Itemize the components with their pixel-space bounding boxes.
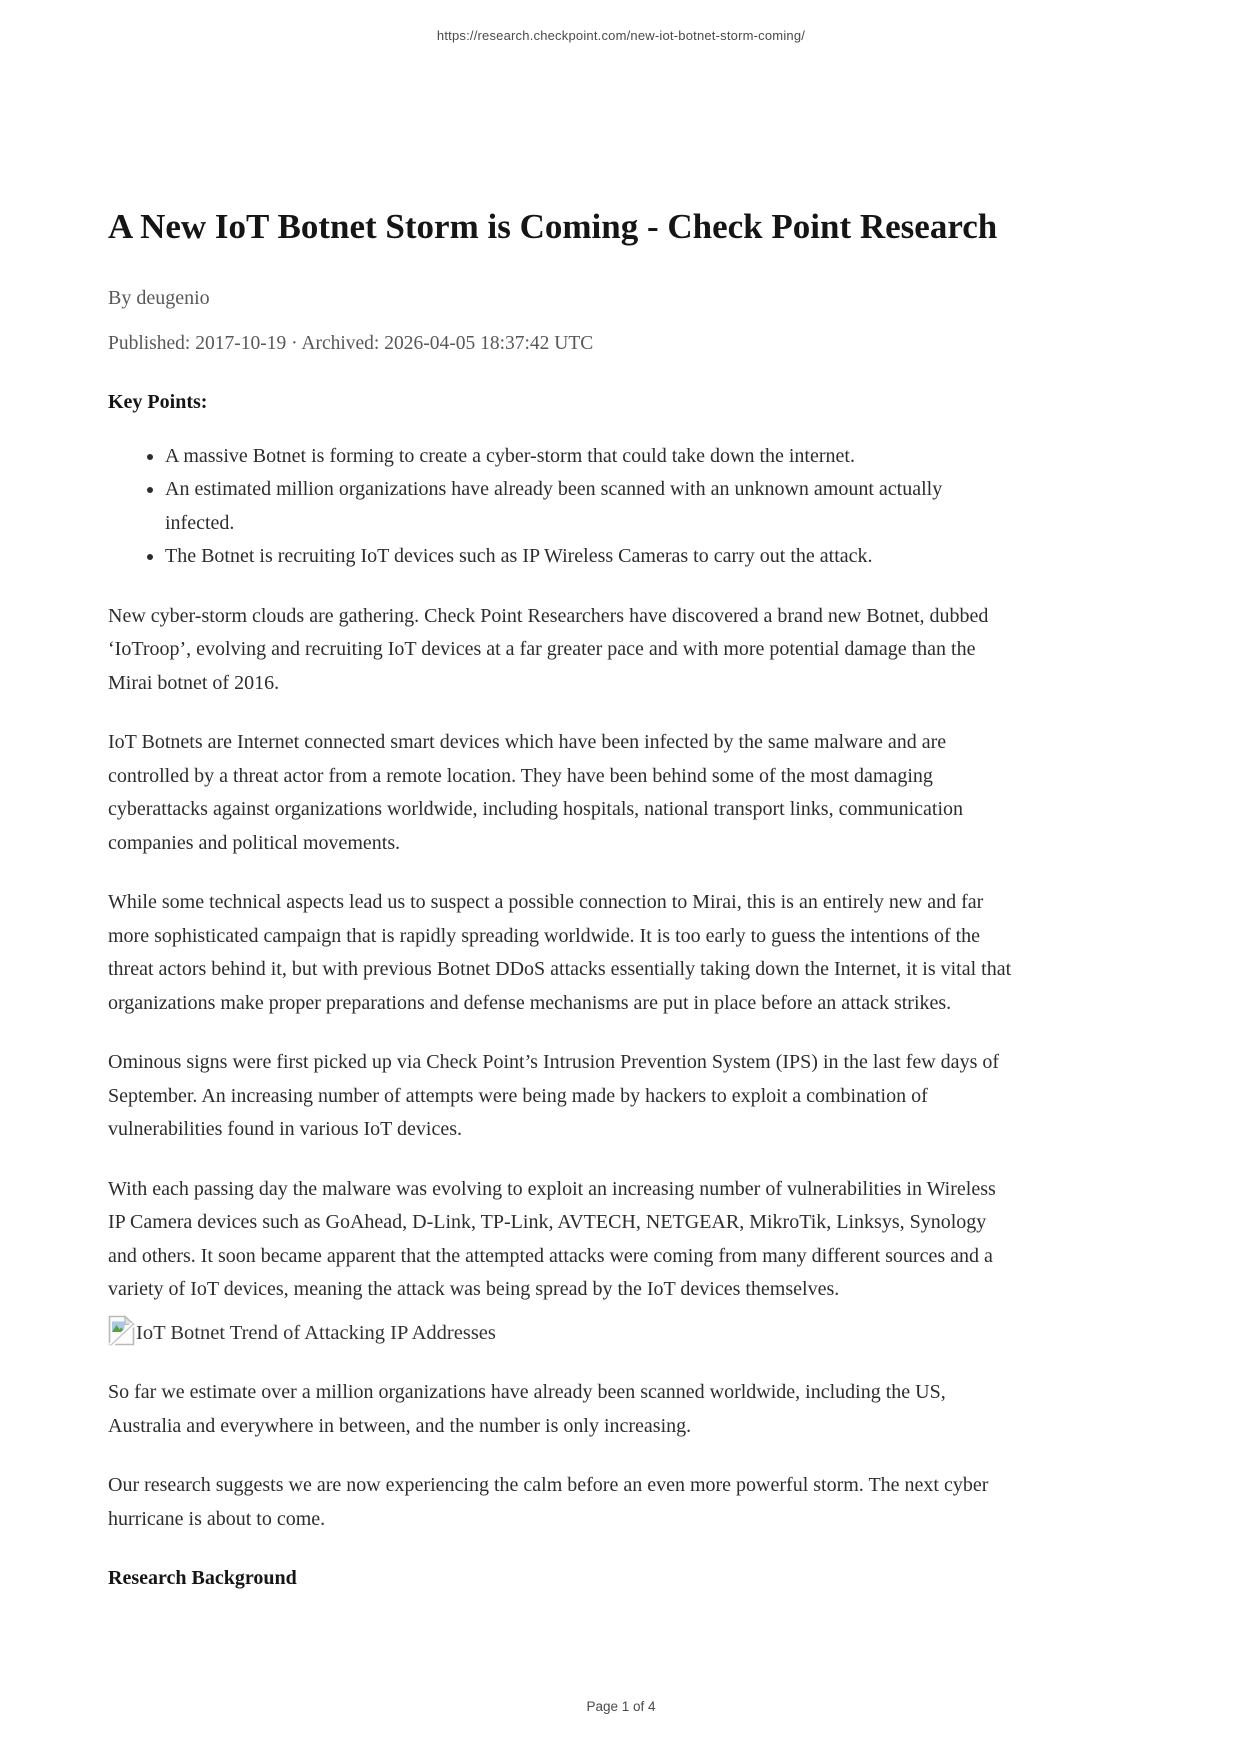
paragraph: Our research suggests we are now experiencing the calm before an even more powerful storm. The next cyber hurricane is about to come.	[108, 1474, 989, 1530]
broken-image-icon	[108, 1315, 135, 1346]
image-alt-text: IoT Botnet Trend of Attacking IP Addresses	[136, 1321, 496, 1344]
key-points-heading: Key Points:	[108, 391, 208, 413]
paragraph: With each passing day the malware was evolving to exploit an increasing number of vulnerabilities in Wireless IP Camera devices such as GoAhead, D-Link, TP-Link, AVTECH, NETGEAR, MikroTik, Linksys, Synology and others. It soon became apparent that the attempted attacks were coming from many different sources and a variety of IoT devices, meaning the attack was being spread by the IoT devices themselves.	[108, 1177, 996, 1300]
article-byline: By deugenio	[108, 287, 210, 309]
article	[108, 0, 1013, 1596]
research-background-heading: Research Background	[108, 1567, 297, 1589]
paragraph: So far we estimate over a million organizations have already been scanned worldwide, including the US, Australia and everywhere in between, and the number is only increasing.	[108, 1381, 946, 1437]
paragraph: While some technical aspects lead us to suspect a possible connection to Mirai, this is an entirely new and far more sophisticated campaign that is rapidly spreading worldwide. It is too early to guess the intentions of the threat actors behind it, but with previous Botnet DDoS attacks essentially taking down the Internet, it is vital that organizations make proper preparations and defense mechanisms are put in place before an attack strikes.	[108, 891, 1012, 1014]
article-title: A New IoT Botnet Storm is Coming - Check Point Research	[108, 207, 998, 246]
broken-image-line	[108, 1315, 1013, 1351]
paragraph: IoT Botnets are Internet connected smart devices which have been infected by the same malware and are controlled by a threat actor from a remote location. They have been behind some of the most damaging cyberattacks against organizations worldwide, including hospitals, national transport links, communication companies and political movements.	[108, 731, 963, 854]
key-point-item: • The Botnet is recruiting IoT devices such as IP Wireless Cameras to carry out the attack.	[165, 540, 1013, 574]
paragraph: New cyber-storm clouds are gathering. Check Point Researchers have discovered a brand new Botnet, dubbed ‘IoTroop’, evolving and recruiting IoT devices at a far greater pace and with more potential damage than the Mirai botnet of 2016.	[108, 604, 989, 694]
paragraph: Ominous signs were first picked up via Check Point’s Intrusion Prevention System (IPS) in the last few days of September. An increasing number of attempts were being made by hackers to exploit a combination of vulnerabilities found in various IoT devices.	[108, 1051, 1000, 1140]
page-number-footer: Page 1 of 4	[586, 1699, 656, 1714]
page-url-header: https://research.checkpoint.com/new-iot-botnet-storm-coming/	[436, 28, 806, 43]
key-point-item: • An estimated million organizations have already been scanned with an unknown amount actually infected.	[165, 473, 1013, 540]
published-archived-line: Published: 2017-10-19 · Archived: 2026-04-05 18:37:42 UTC	[108, 332, 594, 354]
key-points-list	[108, 440, 1013, 574]
key-point-item: • A massive Botnet is forming to create a cyber-storm that could take down the internet.	[165, 440, 1013, 474]
